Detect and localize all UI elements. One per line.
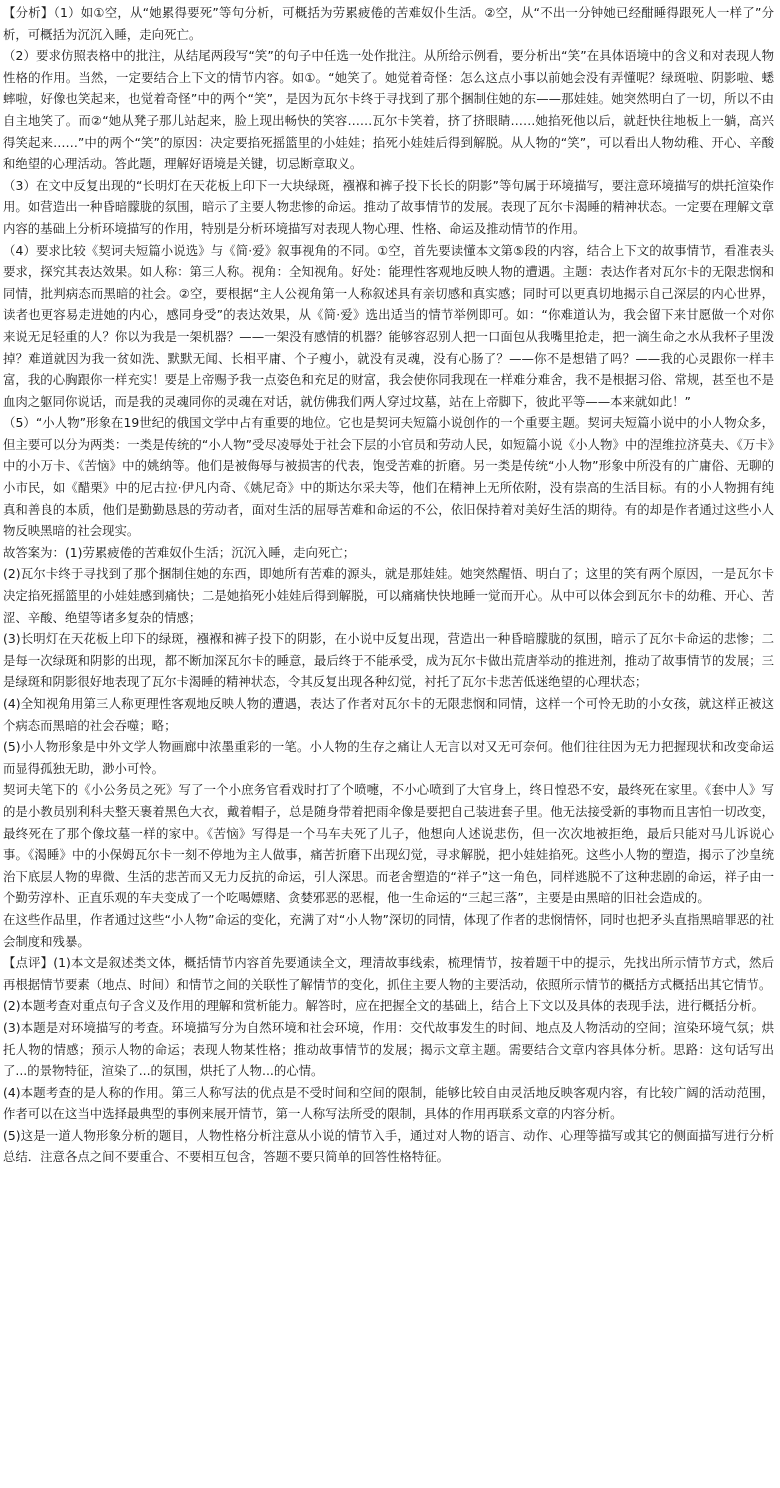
answer-3: (3)长明灯在天花板上印下的绿斑，襁褓和裤子投下的阴影，在小说中反复出现，营造出一种昏暗朦胧的氛围，暗示了瓦尔卡命运的悲惨；二是每一次绿斑和阴影的出现，都不断加深瓦尔卡的睡意，最后终于不能承受，成为瓦尔卡做出荒唐举动的推进剂，推动了故事情节的发展；三是绿斑和阴影很好地表现了瓦尔卡渴睡的精神状态，令其反复出现各种幻觉，衬托了瓦尔卡悲苦低迷绝望的心理状态； bbox=[3, 631, 774, 690]
comment-1: 【点评】(1)本文是叙述类文体，概括情节内容首先要通读全文，理清故事线索，梳理情节，按着题干中的提示，先找出所示情节方式，然后再根据情节要素（地点、时间）和情节之间的关联性了解情节的变化，抓住主要人物的主要活动，依照所示情节的概括方式概括出其它情节。 bbox=[3, 955, 774, 992]
analysis-part-1: 【分析】（1）如①空，从“她累得要死”等句分析，可概括为劳累疲倦的苦难奴仆生活。②空，从“不出一分钟她已经酣睡得跟死人一样了”分析，可概括为沉沉入睡，走向死亡。 bbox=[3, 5, 774, 42]
answer-2: (2)瓦尔卡终于寻找到了那个捆制住她的东西，即她所有苦难的源头，就是那娃娃。她突然醒悟、明白了；这里的笑有两个原因，一是瓦尔卡决定掐死摇篮里的小娃娃感到痛快；二是她掐死小娃娃后得到解脱，可以痛痛快快地睡一觉而开心。从中可以体会到瓦尔卡的幼稚、开心、苦涩、辛酸、绝望等诸多复杂的情感； bbox=[3, 566, 774, 625]
comment-5: (5)这是一道人物形象分析的题目，人物性格分析注意从小说的情节入手，通过对人物的语言、动作、心理等描写或其它的侧面描写进行分析总结．注意各点之间不要重合、不要相互包含，答题不要只简单的回答性格特征。 bbox=[3, 1127, 774, 1165]
answer-5-conclusion: 在这些作品里，作者通过这些“小人物”命运的变化，充满了对“小人物”深切的同情，体现了作者的悲悯情怀，同时也把矛头直指黑暗罪恶的社会制度和残暴。 bbox=[3, 911, 774, 949]
answer-5-examples: 契诃夫笔下的《小公务员之死》写了一个小庶务官看戏时打了个喷嚏，不小心喷到了大官身上，终日惶恐不安，最终死在家里。《套中人》写的是小教员别利科夫整天裹着黑色大衣，戴着帽子，总是随身带着把雨伞像是要把自己装进套子里。他无法接受新的事物而且害怕一切改变，最终死在了那个像坟墓一样的家中。《苦恼》写得是一个马车夫死了儿子，他想向人述说悲伤，但一次次地被拒绝，最后只能对马儿诉说心事。《渴睡》中的小保姆瓦尔卡一刻不停地为主人做事，痛苦折磨下出现幻觉，寻求解脱，把小娃娃掐死。这些小人物的塑造，揭示了沙皇统治下底层人物的卑微、生活的悲苦而又无力反抗的命运，引人深思。而老舍塑造的“祥子”这一角色，同样逃脱不了这种悲剧的命运，祥子由一个勤劳淳朴、正直乐观的车夫变成了一个吃喝嫖赌、贪婪邪恶的恶棍，他一生命运的“三起三落”，主要是由黑暗的旧社会造成的。 bbox=[3, 782, 774, 906]
analysis-part-5: （5）“小人物”形象在19世纪的俄国文学中占有重要的地位。它也是契诃夫短篇小说创作的一个重要主题。契诃夫短篇小说中的小人物众多，但主要可以分为两类：一类是传统的“小人物”受尽凌辱处于社会下层的小官员和劳动人民，如短篇小说《小人物》中的涅维拉济莫夫、《万卡》中的小万卡、《苦恼》中的姚纳等。他们是被侮辱与被损害的代表，饱受苦难的折磨。另一类是传统“小人物”形象中所没有的广庸俗、无聊的小市民，如《醋栗》中的尼古拉·伊凡内奇、《姚尼奇》中的斯达尔采夫等，他们在精神上无所依附，没有崇高的生活目标。有的小人物拥有纯真和善良的本质，他们是勤勤恳恳的劳动者，面对生活的屈辱苦难和命运的不公，依旧保持着对美好生活的期待。有的却是作者通过这些小人物反映黑暗的社会现实。 bbox=[3, 415, 774, 539]
answer-1: 故答案为：(1)劳累疲倦的苦难奴仆生活；沉沉入睡，走向死亡； bbox=[3, 544, 356, 560]
answer-5: (5)小人物形象是中外文学人物画廊中浓墨重彩的一笔。小人物的生存之痛让人无言以对又无可奈何。他们往往因为无力把握现状和改变命运而显得孤独无助，渺小可怜。 bbox=[3, 739, 774, 776]
analysis-part-2: （2）要求仿照表格中的批注，从结尾两段写“笑”的句子中任选一处作批注。从所给示例看，要分析出“笑”在具体语境中的含义和对表现人物性格的作用。当然，一定要结合上下文的情节内容。如①。“她笑了。她觉着奇怪：怎么这点小事以前她会没有弄懂呢？绿斑啦、阴影啦、蟋蟀啦，好像也笑起来，也觉着奇怪”中的两个“笑”，是因为瓦尔卡终于寻找到了那个捆制住她的东——那娃娃。她突然明白了一切，所以不由自主地笑了。而②“她从凳子那儿站起来，脸上现出畅快的笑容……瓦尔卡笑着，挤了挤眼睛……她掐死他以后，就赶快往地板上一躺，高兴得笑起来……”中的两个“笑”的原因：决定要掐死摇篮里的小娃娃；掐死小娃娃后得到解脱。从人物的“笑”，可以看出人物幼稚、开心、辛酸和绝望的心理活动。答此题，理解好语境是关键，切忌断章取义。 bbox=[3, 48, 774, 172]
comment-3: (3)本题是对环境描写的考查。环境描写分为自然环境和社会环境，作用：交代故事发生的时间、地点及人物活动的空间；渲染环境气氛；烘托人物的情感；预示人物的命运；表现人物某性格；推动故事情节的发展；揭示文章主题。需要结合文章内容具体分析。思路：这句话写出了...的景物特征，渲染了...的氛围，烘托了人物...的心情。 bbox=[3, 1019, 774, 1079]
analysis-part-3: （3）在文中反复出现的“长明灯在天花板上印下一大块绿斑，襁褓和裤子投下长长的阴影”等句属于环境描写，要注意环境描写的烘托渲染作用。如营造出一种昏暗朦胧的氛围，暗示了主要人物悲惨的命运。推动了故事情节的发展。表现了瓦尔卡渴睡的精神状态。一定要在理解文章内容的基础上分析环境描写的作用，特别是分析环境描写对表现人物心理、性格、命运及推动情节的作用。 bbox=[3, 177, 774, 236]
answer-4: (4)全知视角用第三人称更理性客观地反映人物的遭遇，表达了作者对瓦尔卡的无限悲悯和同情，这样一个可怜无助的小女孩，就这样正被这个病态而黑暗的社会吞噬；略； bbox=[3, 696, 774, 733]
analysis-part-4: （4）要求比较《契诃夫短篇小说选》与《简·爱》叙事视角的不同。①空，首先要读懂本文第⑤段的内容，结合上下文的故事情节，看准表头要求，探究其表达效果。如人称：第三人称。视角：全知视角。好处：能理性客观地反映人物的遭遇。主题：表达作者对瓦尔卡的无限悲悯和同情，批判病态而黑暗的社会。②空，要根据“主人公视角第一人称叙述具有亲切感和真实感；同时可以更真切地揭示自己深层的内心世界，读者也更容易走进她的内心，感同身受”的表达效果，从《简·爱》选出适当的情节举例即可。如：“你难道认为，我会留下来甘愿做一个对你来说无足轻重的人？你以为我是一架机器？——一架没有感情的机器？能够容忍别人把一口面包从我嘴里抢走，把一滴生命之水从我杯子里泼掉？难道就因为我一贫如洗、默默无闻、长相平庸、个子瘦小，就没有灵魂，没有心肠了？——你不是想错了吗？——我的心灵跟你一样丰富，我的心胸跟你一样充实！要是上帝赐予我一点姿色和充足的财富，我会使你同我现在一样难分难舍，我不是根据习俗、常规，甚至也不是血肉之躯同你说话，而是我的灵魂同你的灵魂在对话，就仿佛我们两人穿过坟墓，站在上帝脚下，彼此平等——本来就如此！” bbox=[3, 242, 774, 409]
comment-2: (2)本题考查对重点句子含义及作用的理解和赏析能力。解答时，应在把握全文的基础上，结合上下文以及具体的表现手法，进行概括分析。 bbox=[3, 998, 764, 1014]
comment-4: (4)本题考查的是人称的作用。第三人称写法的优点是不受时间和空间的限制，能够比较自由灵活地反映客观内容，有比较广阔的活动范围，作者可以在这当中选择最典型的事例来展开情节，第一人称写法所受的限制，具体的作用再联系文章的内容分析。 bbox=[3, 1084, 774, 1122]
